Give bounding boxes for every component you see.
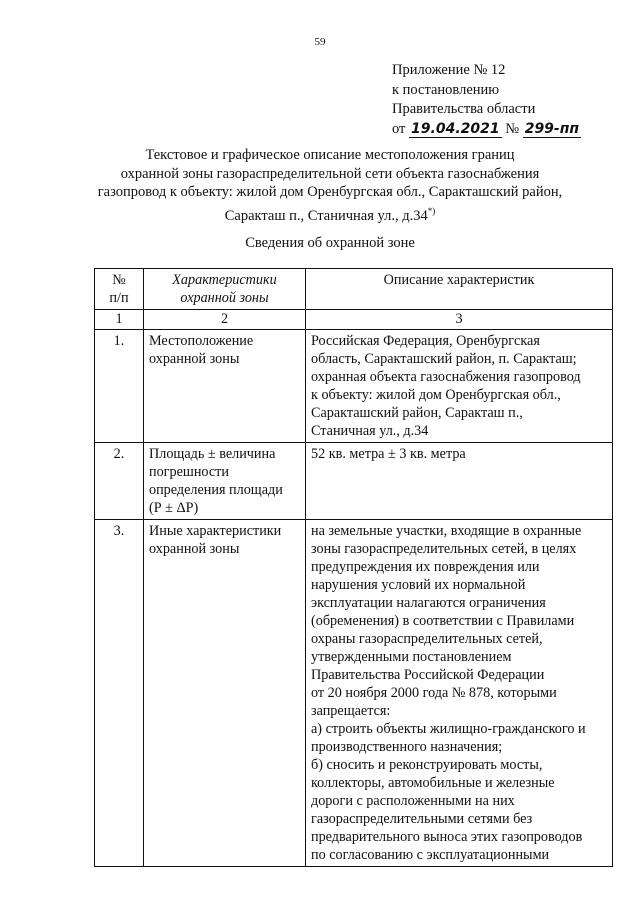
title-line-4-text: Саракташ п., Станичная ул., д.34 bbox=[224, 207, 428, 224]
title-line-2: охранной зоны газораспределительной сети объекта газоснабжения bbox=[120, 165, 540, 182]
appendix-date-line bbox=[392, 120, 581, 140]
index-cell-2: 2 bbox=[144, 310, 306, 330]
protection-zone-table bbox=[94, 268, 613, 867]
footnote-mark: *) bbox=[427, 205, 436, 216]
page-number: 59 bbox=[314, 36, 326, 48]
appendix-resolution: к постановлению bbox=[392, 81, 500, 98]
table-row bbox=[95, 443, 613, 520]
row-characteristic: Местоположение охранной зоны bbox=[144, 330, 306, 443]
title-line-4 bbox=[60, 202, 600, 225]
header-characteristics: Характеристики охранной зоны bbox=[144, 269, 306, 310]
row-description: на земельные участки, входящие в охранные зоны газораспределительных сетей, в целях предупреждения их повреждения или нарушения условий их нормальной эксплуатации налагаются ограничения (обременения) в соответствии с Правилами охраны газораспределительных сетей, утвержденными постановлением Правительства Российской Федерации от 20 ноября 2000 года № 878, которыми запрещается: а) строить объекты жилищно-гражданского и производственного назначения; б) сносить и реконструировать мосты, коллекторы, автомобильные и железные дороги с расположенными на них газораспределительными сетями без предварительного выноса этих газопроводов по согласованию с эксплуатационными bbox=[306, 520, 613, 867]
table-index-row bbox=[95, 310, 613, 330]
table-row bbox=[95, 330, 613, 443]
row-number: 3. bbox=[95, 520, 144, 867]
appendix-block bbox=[392, 61, 581, 139]
row-characteristic: Площадь ± величина погрешности определения площади (Р ± ΔР) bbox=[144, 443, 306, 520]
row-number: 1. bbox=[95, 330, 144, 443]
appendix-government: Правительства области bbox=[392, 101, 536, 117]
row-description: Российская Федерация, Оренбургская область, Саракташский район, п. Саракташ; охранная объекта газоснабжения газопровод к объекту: жилой дом Оренбургская обл., Саракташский район, Саракташ п., Станичная ул., д.34 bbox=[306, 330, 613, 443]
appendix-number: Приложение № 12 bbox=[392, 62, 506, 78]
table-row bbox=[95, 520, 613, 867]
handwritten-date: 19.04.2021 bbox=[411, 120, 500, 137]
table-header-row bbox=[95, 269, 613, 310]
from-label: от bbox=[392, 120, 406, 137]
title-line-1: Текстовое и графическое описание местоположения границ bbox=[145, 147, 515, 163]
row-number: 2. bbox=[95, 443, 144, 520]
header-number: № п/п bbox=[95, 269, 144, 310]
number-sign: № bbox=[505, 120, 520, 137]
index-cell-1: 1 bbox=[95, 310, 144, 330]
row-description: 52 кв. метра ± 3 кв. метра bbox=[306, 443, 613, 520]
header-description: Описание характеристик bbox=[306, 269, 613, 310]
section-heading: Сведения об охранной зоне bbox=[245, 235, 415, 251]
index-cell-3: 3 bbox=[306, 310, 613, 330]
title-line-3: газопровод к объекту: жилой дом Оренбургская обл., Саракташский район, bbox=[97, 184, 563, 200]
document-title bbox=[60, 146, 600, 225]
row-characteristic: Иные характеристики охранной зоны bbox=[144, 520, 306, 867]
handwritten-number: 299-пп bbox=[524, 120, 580, 137]
